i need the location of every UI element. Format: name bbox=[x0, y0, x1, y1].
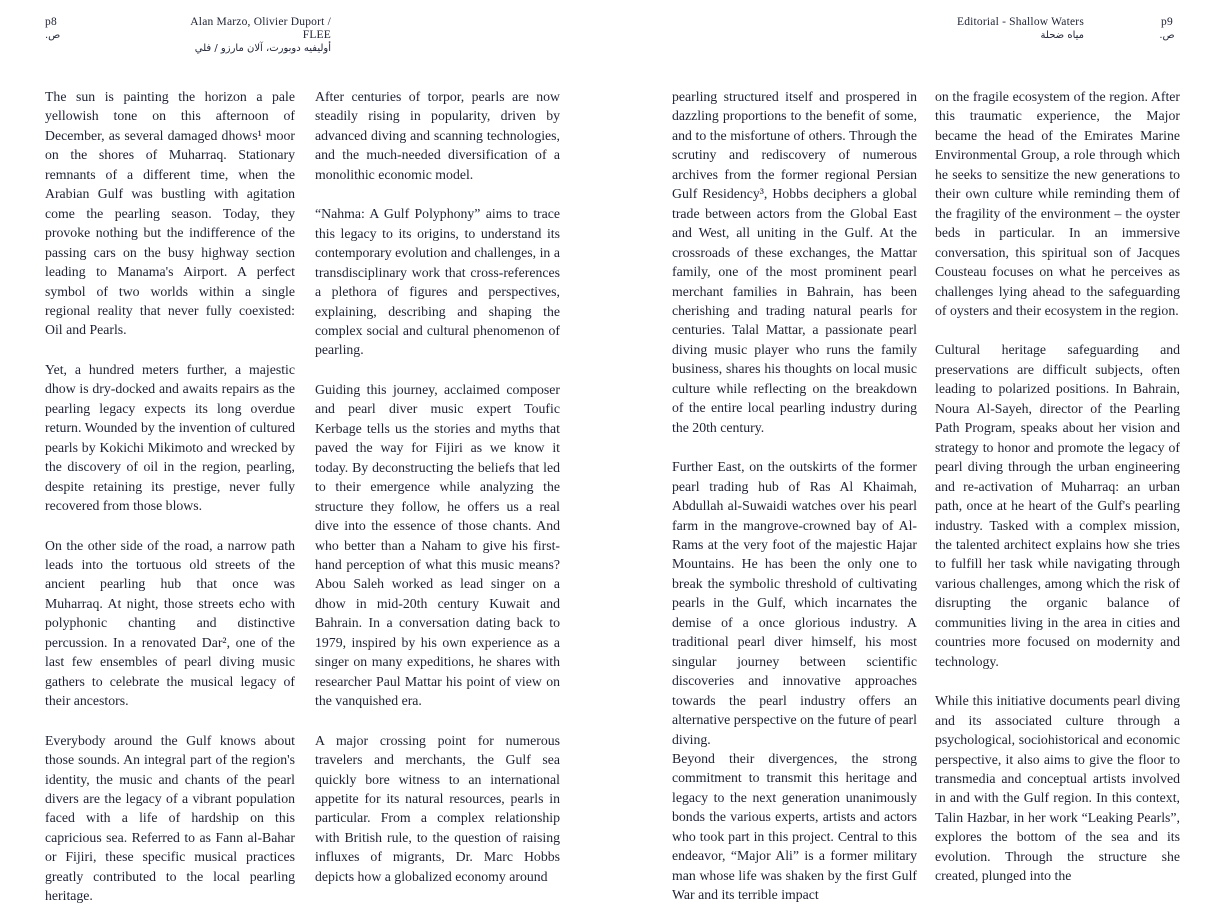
text-column-1 bbox=[45, 87, 295, 906]
paragraph: Yet, a hundred meters further, a majestic dhow is dry-docked and awaits repairs as the pearling legacy expects its long overdue return. Wounded by the invention of cultured pearls by Kokichi Mikimoto and wrecked by the discovery of oil in the region, pearling, despite retaining its prestige, never fully recovered from those blows. bbox=[45, 361, 295, 514]
paragraph: On the other side of the road, a narrow path leads into the tortuous old streets of the ancient pearling hub that once was Muharraq. At night, those streets echo with polyphonic chanting and distinctive percussion. In a renovated Dar², one of the last few ensembles of pearl diving music gathers to celebrate the musical legacy of their ancestors. bbox=[45, 537, 295, 709]
paragraph: Everybody around the Gulf knows about those sounds. An integral part of the region's identity, the music and chants of the pearl divers are the legacy of a vibrant population faced with a life of hardship on this capricious sea. Referred to as Fann al-Bahar or Fijiri, these specific musical practices greatly contributed to the local pearling heritage. bbox=[45, 732, 295, 904]
article-title: Editorial - Shallow Waters bbox=[956, 16, 1084, 28]
text-column-3 bbox=[672, 87, 917, 905]
left-page-number-arabic: ص. bbox=[45, 30, 61, 41]
paragraph: pearling structured itself and prospered in dazzling proportions to the benefit of some, and to the misfortune of others. Through the scrutiny and rediscovery of numerous archives from the former regional Persian Gulf Residency³, Hobbs deciphers a global trade between actors from the Global East and West, all uniting in the Gulf. At the crossroads of these exchanges, the Mattar family, one of the most prominent pearl merchant families in Bahrain, has been cherishing and trading natural pearls for centuries. Talal Mattar, a passionate pearl diving music player who runs the family business, shares his thoughts on local music culture while reflecting on the breakdown of the entire local pearling industry during the 20th century. bbox=[672, 89, 917, 435]
right-page-number-arabic: ص. bbox=[1159, 30, 1175, 41]
text-column-2 bbox=[315, 87, 560, 886]
paragraph: After centuries of torpor, pearls are now steadily rising in popularity, driven by advanced diving and scanning technologies, and the much-needed diversification of a monolithic economic model. bbox=[315, 89, 560, 182]
paragraph: The sun is painting the horizon a pale yellowish tone on this afternoon of December, as several damaged dhows¹ moor on the shores of Muharraq. Stationary remnants of a different time, when the Arabian Gulf was bustling with agitation come the pearling season. Today, they provoke nothing but the indifference of the passing cars on the busy highway section leading to Manama's Airport. A perfect symbol of two worlds within a single regional reality that never fully coexisted: Oil and Pearls. bbox=[45, 89, 295, 338]
article-title-arabic: مياه ضحلة bbox=[1040, 30, 1084, 41]
left-page-number-block bbox=[45, 16, 60, 43]
paragraph: “Nahma: A Gulf Polyphony” aims to trace this legacy to its origins, to understand its contemporary evolution and challenges, in a transdisciplinary work that cross-references a plethora of figures and perspectives, explaining, describing and shaping the complex social and cultural phenomenon of pearling. bbox=[315, 206, 560, 358]
text-column-4 bbox=[935, 87, 1180, 886]
paragraph: Beyond their divergences, the strong commitment to transmit this heritage and legacy to the next generation unanimously bonds the various experts, artists and actors who took part in this project. Central to this endeavor, “Major Ali” is a former military man whose life was shaken by the first Gulf War and its terrible impact bbox=[672, 750, 917, 903]
right-page-number-block bbox=[1152, 16, 1182, 43]
paragraph: While this initiative documents pearl diving and its associated culture through a psychological, sociohistorical and economic perspective, it also aims to give the floor to transmedia and conceptual artists involved in and with the Gulf region. In this context, Talin Hazbar, in her work “Leaking Pearls”, explores the bottom of the sea and its evolution. Through the structure she created, plunged into the bbox=[935, 693, 1180, 884]
article-title-block bbox=[928, 16, 1084, 43]
paragraph: on the fragile ecosystem of the region. After this traumatic experience, the Major became the head of the Emirates Marine Environmental Group, a role through which he seeks to sensitize the new generations to their own culture while reminding them of the fragility of the environment – the oyster beds in particular. In an immersive conversation, this spiritual son of Jacques Cousteau focuses on what he perceives as challenges lying ahead to the safeguarding of oysters and their ecosystem in the region. bbox=[935, 89, 1180, 318]
paragraph: Cultural heritage safeguarding and preservations are difficult subjects, often leading to polarized positions. In Bahrain, Noura Al-Sayeh, director of the Pearling Path Program, speaks about her vision and strategy to honor and promote the legacy of pearl diving through the urban engineering and re-activation of Muharraq: an urban path, once at he heart of the Gulf's pearling industry. Tasked with a complex mission, the talented architect explains how she tries to fulfill her task while navigating through various challenges, among which the risk of disrupting the organic balance of communities living in the area in cities and countries more focused on modernity and technology. bbox=[935, 342, 1180, 669]
paragraph: A major crossing point for numerous travelers and merchants, the Gulf sea quickly bore witness to an international appetite for its natural resources, pearls in particular. From a complex relationship with British rule, to the question of raising influxes of migrants, Dr. Marc Hobbs depicts how a globalized economy around bbox=[315, 732, 560, 884]
paragraph: Further East, on the outskirts of the former pearl trading hub of Ras Al Khaimah, Abdullah al-Suwaidi watches over his pearl farm in the mangrove-crowned bay of Al-Rams at the very foot of the majestic Hajar Mountains. He has been the only one to break the symbolic threshold of cultivating pearls in the Gulf, which incarnates the demise of a once glorious industry. A traditional pearl diver himself, his most singular journey between scientific discoveries and innovative approaches towards the pearl industry offers an alternative perspective on the future of pearl diving. bbox=[672, 459, 917, 747]
left-page-number: p8 bbox=[45, 16, 57, 28]
byline-arabic: أوليفيه دوبورت، آلان مارزو / فلي bbox=[194, 43, 331, 54]
right-page-number: p9 bbox=[1161, 16, 1173, 28]
paragraph: Guiding this journey, acclaimed composer and pearl diver music expert Toufic Kerbage tells us the stories and myths that paved the way for Fijiri as we know it today. By deconstructing the beliefs that led to their emergence while analyzing the structure they follow, he offers us a real dive into the essence of those chants. And who better than a Naham to give his first-hand perception of what this music means? Abou Saleh worked as lead singer on a dhow in mid-20th century Kuwait and Bahrain. In a conversation dating back to 1979, inspired by his own experience as a singer on many expeditions, he shares with researcher Paul Mattar his point of view on the vanquished era. bbox=[315, 381, 560, 709]
byline-block bbox=[175, 16, 331, 56]
byline: Alan Marzo, Olivier Duport / FLEE bbox=[190, 16, 331, 41]
